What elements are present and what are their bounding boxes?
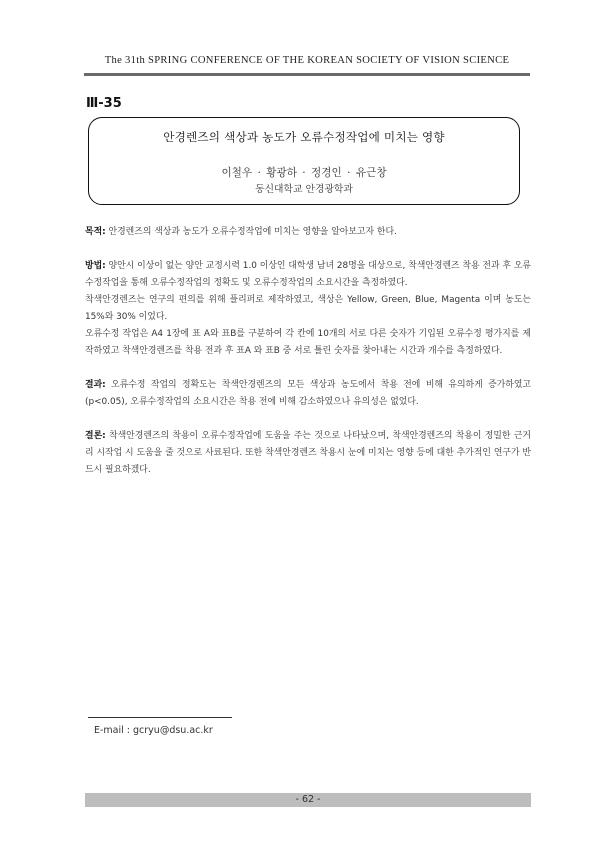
purpose-text: 안경렌즈의 색상과 농도가 오류수정작업에 미치는 영향을 알아보고자 한다. xyxy=(105,227,397,237)
conclusion-label: 결론: xyxy=(85,431,106,441)
methods-text: 양안시 이상이 없는 양안 교정시력 1.0 이상인 대학생 남녀 28명을 대상으로, 착색안경렌즈 착용 전과 후 오류수정작업을 통해 오류수정작업의 정확도 및 오류수정작업의 소요시간을 측정하였다. xyxy=(85,261,531,288)
page-number: - 62 - xyxy=(295,794,321,805)
conference-header: The 31th SPRING CONFERENCE OF THE KOREAN SOCIETY OF VISION SCIENCE xyxy=(104,55,510,66)
authors: 이철우 · 황광하 · 정경인 · 유근창 xyxy=(221,167,387,179)
purpose-label: 목적: xyxy=(85,227,106,237)
title-box xyxy=(88,117,520,205)
email-footnote: E-mail : gcryu@dsu.ac.kr xyxy=(94,725,213,736)
affiliation: 동신대학교 안경광학과 xyxy=(255,184,353,195)
results-section xyxy=(85,377,531,411)
methods-label: 방법: xyxy=(85,261,106,271)
results-text: 오류수정 작업의 정확도는 착색안경렌즈의 모든 색상과 농도에서 착용 전에 비해 유의하게 증가하였고(p<0.05), 오류수정작업의 소요시간은 착용 전에 비해 감소하였으나 유의성은 없었다. xyxy=(85,380,531,407)
page-number-band xyxy=(85,793,531,807)
paper-title: 안경렌즈의 색상과 농도가 오류수정작업에 미치는 영향 xyxy=(163,130,445,144)
footnote-rule xyxy=(88,717,232,718)
methods-section xyxy=(85,258,531,360)
results-label: 결과: xyxy=(85,380,106,390)
purpose-section xyxy=(85,224,531,241)
header-rule xyxy=(84,73,530,76)
section-id: Ⅲ-35 xyxy=(86,96,122,111)
methods-text-3: 오류수정 작업은 A4 1장에 표 A와 표B를 구분하여 각 칸에 10개의 서로 다른 숫자가 기입된 오류수정 평가지를 제작하였고 착색안경렌즈를 착용 전과 후 표A 와 표B 중 서로 틀린 숫자를 찾아내는 시간과 개수를 측정하였다. xyxy=(85,329,531,356)
conclusion-section xyxy=(85,428,531,479)
abstract-body xyxy=(85,224,531,496)
conclusion-text: 착색안경렌즈의 착용이 오류수정작업에 도움을 주는 것으로 나타났으며, 착색안경렌즈의 착용이 정밀한 근거리 시작업 시 도움을 줄 것으로 사료된다. 또한 착색안경렌즈 착용시 눈에 미치는 영향 등에 대한 추가적인 연구가 반드시 필요하겠다. xyxy=(85,431,531,475)
methods-text-2: 착색안경렌즈는 연구의 편의를 위해 플리퍼로 제작하였고, 색상은 Yellow, Green, Blue, Magenta 이며 농도는 15%와 30% 이었다. xyxy=(85,295,531,322)
